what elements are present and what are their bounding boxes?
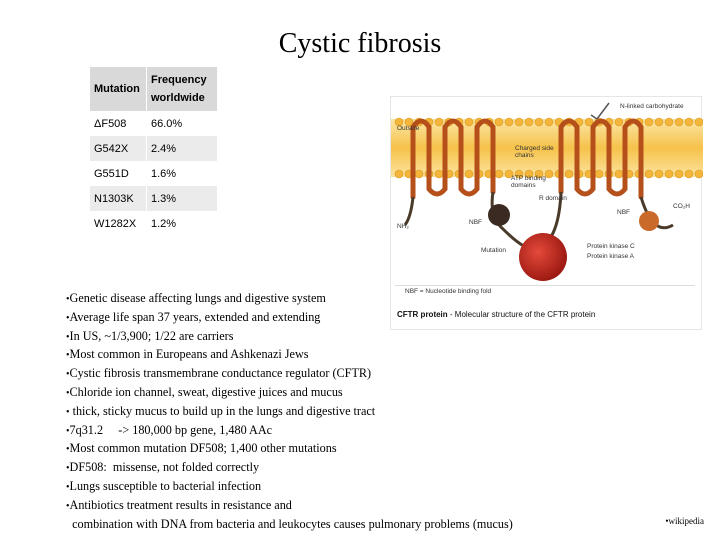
table-row	[90, 111, 218, 136]
table-row	[90, 211, 218, 236]
mutation-cell: N1303K	[90, 186, 147, 211]
nbf-domain-left	[488, 204, 510, 226]
source-credit: •wikipedia	[665, 516, 704, 526]
table-header-row	[90, 67, 218, 111]
label-atp-binding: ATP binding domains	[511, 175, 546, 189]
label-charged-side-chains: Charged side chains	[515, 145, 554, 159]
list-item: •Most common in Europeans and Ashkenazi Jews	[66, 347, 309, 362]
frequency-cell: 2.4%	[147, 136, 218, 161]
label-protein-kinase-c: Protein kinase C	[587, 243, 635, 250]
list-item: •Chloride ion channel, sweat, digestive juices and mucus	[66, 384, 343, 399]
mutation-cell: W1282X	[90, 211, 147, 236]
table-row	[90, 136, 218, 161]
header-frequency	[147, 67, 218, 111]
list-item: •Most common mutation DF508; 1,400 other mutations	[66, 441, 337, 456]
list-item: •7q31.2 -> 180,000 bp gene, 1,480 AAc	[66, 422, 273, 437]
mutation-cell: G542X	[90, 136, 147, 161]
label-r-domain: R domain	[539, 195, 567, 202]
list-item: • thick, sticky mucus to build up in the lungs and digestive tract	[66, 403, 376, 418]
frequency-cell: 1.6%	[147, 161, 218, 186]
slide-title: Cystic fibrosis	[278, 28, 442, 59]
mutation-cell: ΔF508	[90, 111, 147, 136]
list-item: •Genetic disease affecting lungs and digestive system	[66, 291, 326, 305]
table-row	[90, 186, 218, 211]
mutation-cell: G551D	[90, 161, 147, 186]
table-row	[90, 161, 218, 186]
label-mutation: Mutation	[481, 247, 506, 254]
label-nbf-right: NBF	[617, 209, 630, 216]
caption-rest: - Molecular structure of the CFTR protein	[447, 310, 596, 319]
header-frequency-label: Frequency worldwide	[151, 74, 207, 104]
lipid-heads-top	[395, 118, 703, 126]
list-item-continuation: combination with DNA from bacteria and leukocytes causes pulmonary problems (mucus)	[66, 516, 513, 531]
list-item: •Antibiotics treatment results in resistance and	[66, 497, 292, 512]
frequency-cell: 66.0%	[147, 111, 218, 136]
label-protein-kinase-a: Protein kinase A	[587, 253, 634, 260]
nbf-domain-right	[639, 211, 659, 231]
r-domain	[519, 233, 567, 281]
label-nbf-left: NBF	[469, 219, 482, 226]
list-item: •Cystic fibrosis transmembrane conductance regulator (CFTR)	[66, 366, 372, 381]
label-outside: Outside	[397, 125, 420, 132]
label-carbohydrate: N-linked carbohydrate	[620, 103, 684, 110]
list-item: •In US, ~1/3,900; 1/22 are carriers	[66, 328, 234, 343]
fact-list	[66, 290, 513, 532]
label-nh2: NH₂	[397, 223, 409, 230]
label-co2h: CO₂H	[673, 203, 690, 210]
mutation-frequency-table	[90, 67, 218, 236]
frequency-cell: 1.3%	[147, 186, 218, 211]
carbohydrate-chain	[591, 103, 609, 119]
list-item: •DF508: missense, not folded correctly	[66, 460, 260, 475]
caption-bold: CFTR protein	[397, 310, 448, 319]
list-item: •Average life span 37 years, extended and extending	[66, 309, 321, 324]
frequency-cell: 1.2%	[147, 211, 218, 236]
label-nbf-legend: NBF = Nucleotide binding fold	[405, 288, 492, 295]
header-mutation: Mutation	[90, 67, 147, 111]
list-item: •Lungs susceptible to bacterial infection	[66, 478, 262, 493]
